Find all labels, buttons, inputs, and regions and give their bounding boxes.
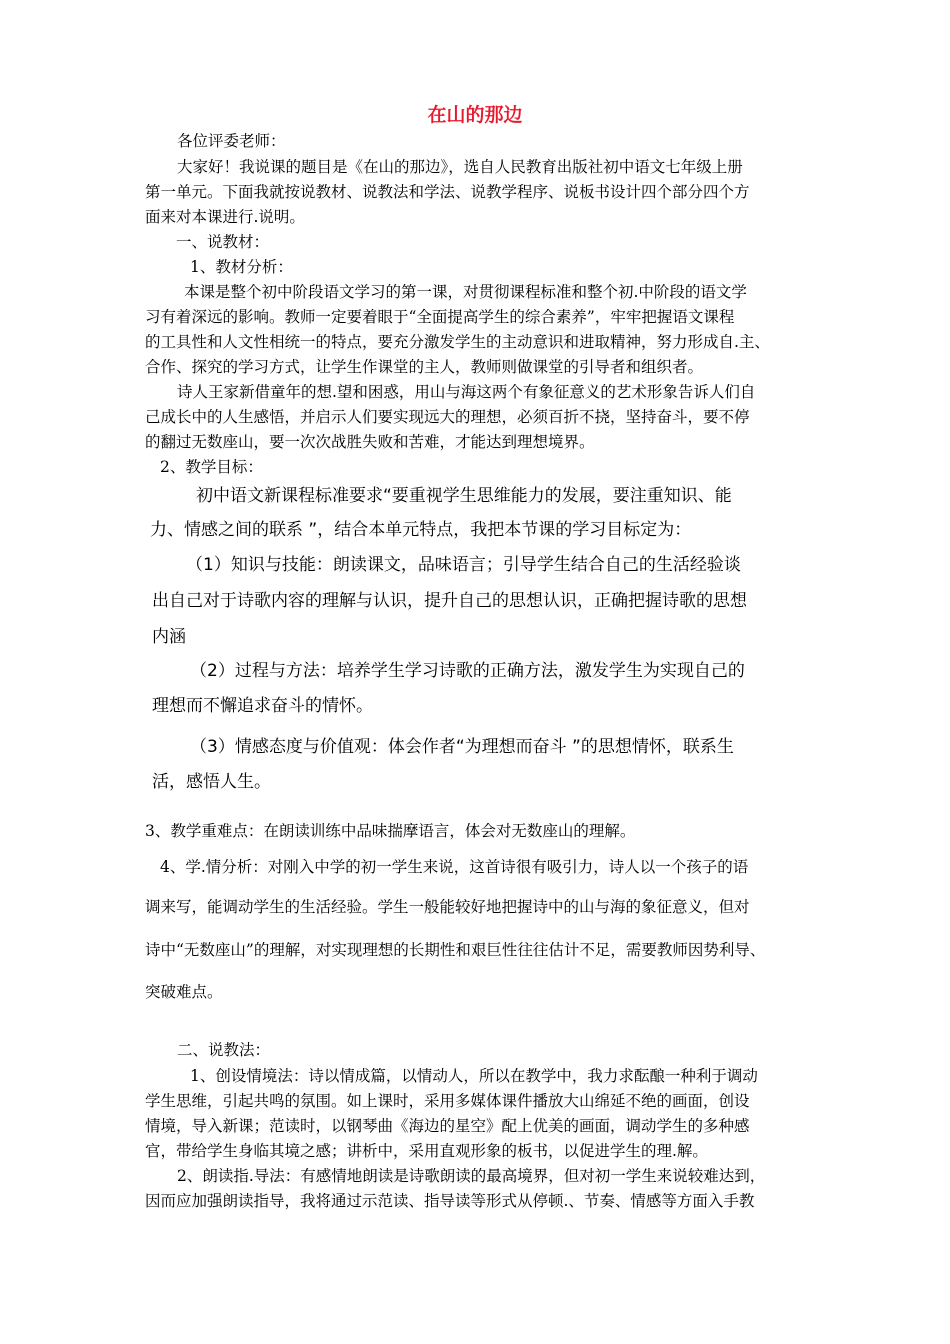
text-line: 理想而不懈追求奋斗的情怀。 bbox=[152, 696, 373, 716]
text-line: 内涵 bbox=[152, 627, 186, 647]
text-line: 合作、探究的学习方式，让学生作课堂的主人，教师则做课堂的引导者和组织者。 bbox=[145, 358, 704, 376]
text-line: 的翻过无数座山，要一次次战胜失败和苦难，才能达到理想境界。 bbox=[145, 433, 595, 451]
subsection-heading: 1、教材分析： bbox=[190, 258, 293, 276]
text-line: 初中语文新课程标准要求“要重视学生思维能力的发展，要注重知识、能 bbox=[196, 486, 732, 506]
page-title: 在山的那边 bbox=[427, 104, 523, 126]
text-line: 2、朗读指.导法：有感情地朗读是诗歌朗读的最高境界，但对初一学生来说较难达到， bbox=[177, 1167, 766, 1185]
text-line: 的工具性和人文性相统一的特点，要充分激发学生的主动意识和进取精神，努力形成自.主、 bbox=[145, 333, 770, 351]
text-line: 出自己对于诗歌内容的理解与认识，提升自己的思想认识，正确把握诗歌的思想 bbox=[152, 591, 747, 611]
text-line: 本课是整个初中阶段语文学习的第一课，对贯彻课程标准和整个初.中阶段的语文学 bbox=[184, 283, 747, 301]
section-heading: 二、说教法： bbox=[177, 1041, 271, 1059]
section-heading: 一、说教材： bbox=[176, 233, 270, 251]
text-line: 因而应加强朗读指导，我将通过示范读、指导读等形式从停顿.、节奏、情感等方面入手教 bbox=[145, 1192, 755, 1210]
text-line: 4、学.情分析：对刚入中学的初一学生来说，这首诗很有吸引力，诗人以一个孩子的语 bbox=[160, 858, 749, 876]
text-line: 面来对本课进行.说明。 bbox=[145, 208, 305, 226]
subsection-heading: 2、教学目标： bbox=[160, 458, 263, 476]
text-line: 调来写，能调动学生的生活经验。学生一般能较好地把握诗中的山与海的象征意义，但对 bbox=[145, 898, 750, 916]
text-line: 学生思维，引起共鸣的氛围。如上课时，采用多媒体课件播放大山绵延不绝的画面，创设 bbox=[145, 1092, 750, 1110]
text-line: 习有着深远的影响。教师一定要着眼于“全面提高学生的综合素养”，牢牢把握语文课程 bbox=[145, 308, 735, 326]
objective-item: （2）过程与方法：培养学生学习诗歌的正确方法，激发学生为实现自己的 bbox=[190, 661, 745, 681]
text-line: 各位评委老师： bbox=[177, 132, 286, 150]
text-line: 突破难点。 bbox=[145, 983, 223, 1001]
text-line: 大家好！我说课的题目是《在山的那边》，选自人民教育出版社初中语文七年级上册 bbox=[177, 158, 743, 176]
text-line: 诗人王家新借童年的想.望和困惑，用山与海这两个有象征意义的艺术形象告诉人们自 bbox=[177, 383, 756, 401]
objective-item: （3）情感态度与价值观：体会作者“为理想而奋斗 ”的思想情怀，联系生 bbox=[190, 737, 734, 757]
text-line: 诗中“无数座山”的理解，对实现理想的长期性和艰巨性往往估计不足，需要教师因势利导、 bbox=[145, 941, 766, 959]
text-line: 情境，导入新课；范读时，以钢琴曲《海边的星空》配上优美的画面，调动学生的多种感 bbox=[145, 1117, 750, 1135]
text-line: 活，感悟人生。 bbox=[152, 772, 271, 792]
text-line: 第一单元。下面我就按说教材、说教法和学法、说教学程序、说板书设计四个部分四个方 bbox=[145, 183, 750, 201]
objective-item: （1）知识与技能：朗读课文，品味语言；引导学生结合自己的生活经验谈 bbox=[186, 555, 741, 575]
text-line: 己成长中的人生感悟，并启示人们要实现远大的理想，必须百折不挠，坚持奋斗，要不停 bbox=[145, 408, 750, 426]
text-line: 1、创设情境法：诗以情成篇，以情动人，所以在教学中，我力求酝酿一种利于调动 bbox=[190, 1067, 758, 1085]
subsection-heading: 3、教学重难点：在朗读训练中品味揣摩语言，体会对无数座山的理解。 bbox=[145, 822, 636, 840]
text-line: 力、情感之间的联系 ”，结合本单元特点，我把本节课的学习目标定为： bbox=[150, 520, 692, 540]
text-line: 官，带给学生身临其境之感；讲析中，采用直观形象的板书，以促进学生的理.解。 bbox=[145, 1142, 708, 1160]
